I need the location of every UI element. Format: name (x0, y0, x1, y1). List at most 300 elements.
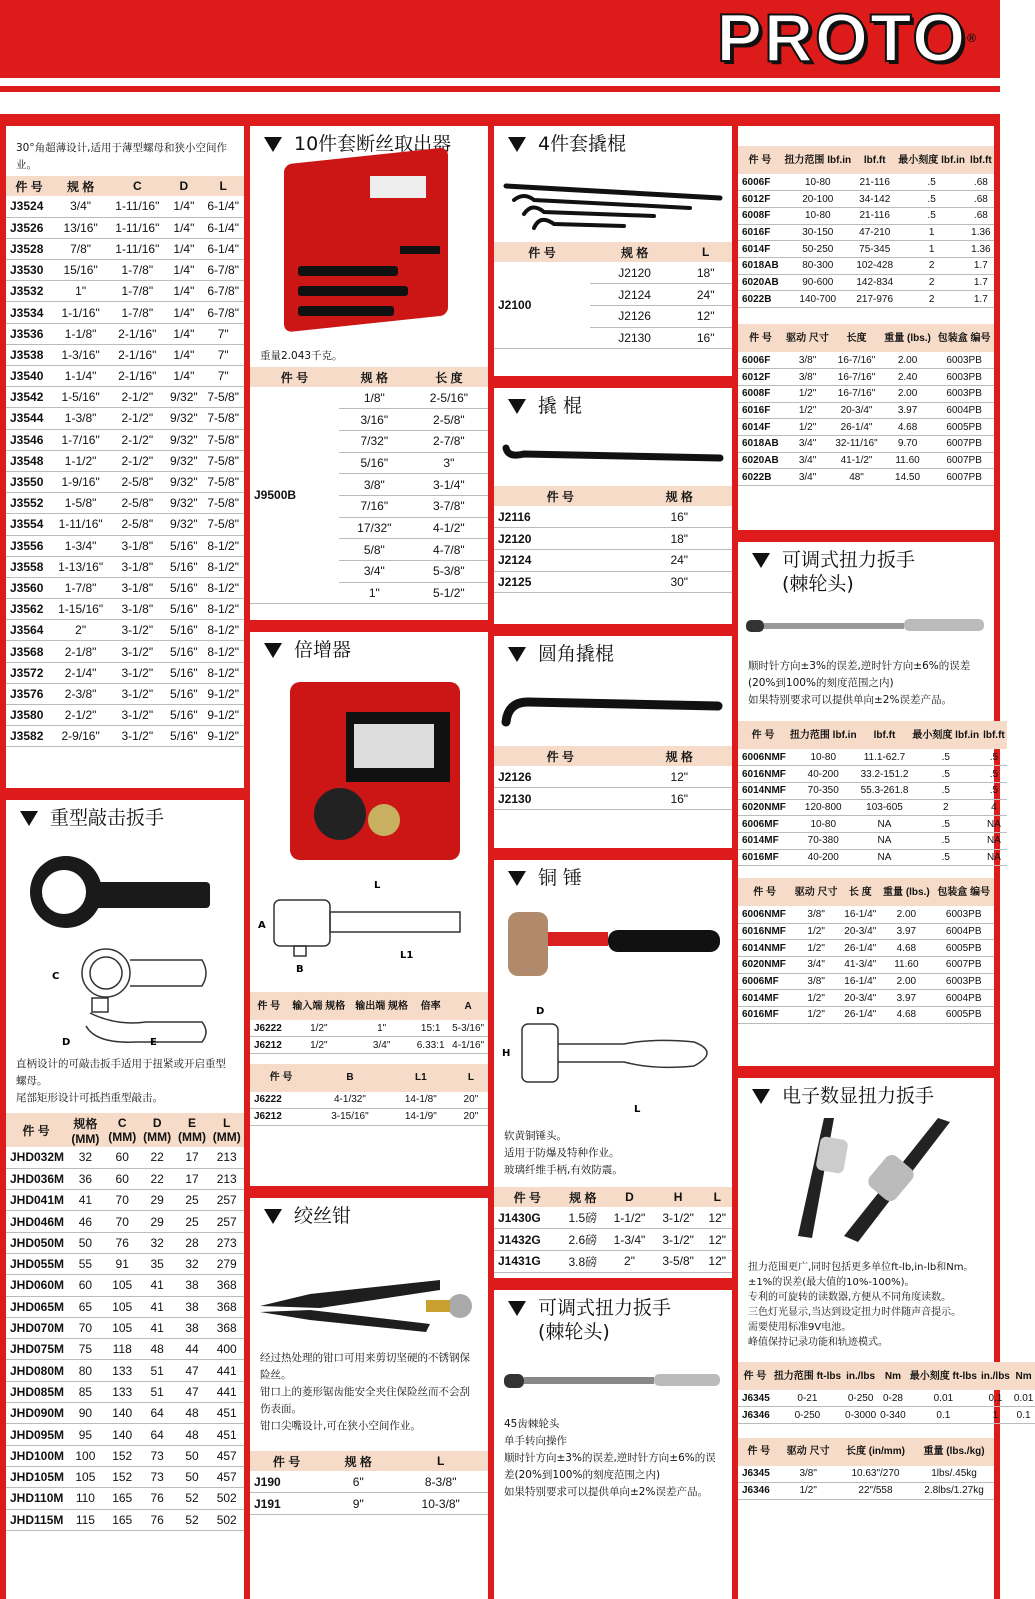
table-cell: 6003PB (933, 973, 994, 990)
table-cell: 30-150 (782, 224, 854, 241)
table-cell: 48 (175, 1403, 210, 1424)
section-title: 4件套撬棍 (538, 133, 627, 155)
pry-bar-image (494, 418, 732, 486)
impact-table (6, 1113, 244, 1531)
table-cell: J3530 (6, 260, 52, 281)
table-row (6, 641, 244, 662)
table-row (738, 1390, 1035, 1407)
table-cell: JHD115M (6, 1509, 66, 1530)
table-cell: 9/32" (165, 514, 202, 535)
adjustable-wrench-image (738, 596, 994, 656)
table-header-row (494, 746, 732, 766)
table-cell: 400 (209, 1339, 244, 1360)
table-row (738, 1006, 994, 1023)
table-cell: J6345 (738, 1466, 779, 1483)
table-cell: 16-7/16" (832, 385, 881, 402)
table-row (6, 556, 244, 577)
table-cell: 6006MF (738, 973, 791, 990)
column-header: 规 格 (323, 1451, 393, 1471)
table-cell: JHD100M (6, 1445, 66, 1466)
table-cell: 11.60 (879, 956, 933, 973)
table-cell: J1430G (494, 1207, 561, 1229)
table-cell: J2130 (590, 327, 679, 349)
triangle-icon (264, 1209, 282, 1224)
table-cell: 16-1/4" (841, 973, 879, 990)
table-cell: 25 (175, 1211, 210, 1232)
table-cell: 6012F (738, 191, 782, 208)
table-row (738, 224, 994, 241)
table-row (738, 749, 1007, 766)
table-cell: 5/8" (339, 539, 410, 561)
table-cell: 2-3/8" (52, 683, 109, 704)
table-row (738, 419, 994, 436)
table-cell: 9/32" (165, 471, 202, 492)
table-cell: 22 (140, 1168, 175, 1189)
table-cell: 1-11/16" (52, 514, 109, 535)
table-cell: 6008F (738, 207, 782, 224)
table-cell: J2116 (494, 506, 627, 528)
table-cell: 140 (105, 1403, 140, 1424)
table-cell: 6008F (738, 385, 783, 402)
triangle-icon (508, 137, 526, 152)
column-header: 件 号 (738, 878, 791, 906)
table-cell: 7-5/8" (202, 493, 244, 514)
table-cell: 10-80 (782, 174, 854, 191)
table-cell: 51 (140, 1360, 175, 1381)
table-cell: 2.00 (879, 906, 933, 923)
column-header: in./lbs (979, 1362, 1012, 1390)
table-cell: 133 (105, 1381, 140, 1402)
table-cell: 6022B (738, 469, 783, 486)
table-cell: 41 (140, 1296, 175, 1317)
table-cell: J6346 (738, 1483, 779, 1500)
table-cell: 60 (105, 1147, 140, 1168)
table-cell: 41 (140, 1317, 175, 1338)
table-cell: 105 (105, 1275, 140, 1296)
table-row (250, 1037, 488, 1054)
note-line: 钳口尖嘴设计,可在狭小空间作业。 (260, 1420, 421, 1432)
table-row (6, 1275, 244, 1296)
table-cell: 6003PB (933, 906, 994, 923)
table-cell: 64 (140, 1403, 175, 1424)
table-cell: 142-834 (854, 274, 896, 291)
table-cell: .5 (981, 782, 1007, 799)
table-row (6, 408, 244, 429)
section-title: 可调式扭力扳手 (538, 1297, 672, 1319)
table-cell: 105 (66, 1466, 105, 1487)
section-title: 重型敲击扳手 (50, 807, 165, 829)
table-row (6, 1190, 244, 1211)
table-cell: 5/16" (165, 662, 202, 683)
dim-e: E (150, 1037, 157, 1048)
triangle-icon (508, 871, 526, 886)
column-header: E (MM) (175, 1113, 210, 1147)
table-cell: 3-1/8" (109, 577, 165, 598)
table-cell: J3532 (6, 281, 52, 302)
table-cell: .68 (968, 174, 994, 191)
note-line: 扭力范围更广,同时包括更多单位ft-lb,in-lb和Nm。 (748, 1262, 974, 1273)
table-cell: J3554 (6, 514, 52, 535)
table-cell: 6" (323, 1471, 393, 1493)
table-cell: 3/4" (791, 956, 841, 973)
table-cell: JHD055M (6, 1253, 66, 1274)
table-cell: 9/32" (165, 387, 202, 408)
table-row (6, 1296, 244, 1317)
table-header-row (494, 242, 732, 262)
table-cell: J3552 (6, 493, 52, 514)
table-cell: 5/16" (165, 726, 202, 747)
table-cell: 6016NMF (738, 766, 788, 783)
table-cell: 1 (979, 1407, 1012, 1424)
table-cell: 34-142 (854, 191, 896, 208)
table-cell: 3-1/2" (654, 1207, 703, 1229)
table-cell: 1-11/16" (109, 196, 165, 217)
digital-notes (738, 1258, 994, 1352)
table-cell: 2" (605, 1250, 654, 1272)
table-cell: 6014MF (738, 832, 788, 849)
table-cell: 6006MF (738, 816, 788, 833)
table-cell: NA (981, 849, 1007, 866)
table-cell: 18" (679, 262, 732, 284)
table-row (6, 1211, 244, 1232)
table-cell: JHD090M (6, 1403, 66, 1424)
table-cell: 2-9/16" (52, 726, 109, 747)
table-cell: 22"/558 (837, 1483, 914, 1500)
triangle-icon (264, 643, 282, 658)
table-cell: 36 (66, 1168, 105, 1189)
adjustable-range-table (738, 721, 1007, 866)
extractor-case-image (250, 156, 488, 346)
table-cell: 6016MF (738, 849, 788, 866)
table-cell: J3550 (6, 471, 52, 492)
table-cell: 5/16" (165, 577, 202, 598)
table-cell: 441 (209, 1381, 244, 1402)
table-cell: 7-5/8" (202, 471, 244, 492)
table-cell: 1/2" (783, 419, 832, 436)
table-cell: 1-3/8" (52, 408, 109, 429)
table-cell: 7/8" (52, 238, 109, 259)
table-cell: 1-3/4" (605, 1229, 654, 1251)
table-row (250, 387, 488, 409)
table-cell: 15:1 (413, 1020, 448, 1037)
table-row (6, 1424, 244, 1445)
table-cell: .5 (910, 749, 981, 766)
table-row (6, 705, 244, 726)
table-cell: 32-11/16" (832, 435, 881, 452)
table-cell: 2-5/16" (410, 387, 488, 409)
table-cell: 26-1/4" (841, 1006, 879, 1023)
table-cell: 6.33:1 (413, 1037, 448, 1054)
table-cell: 0-21 (772, 1390, 843, 1407)
table-header-row (738, 721, 1007, 749)
table-cell: 55 (66, 1253, 105, 1274)
table-row (494, 1207, 732, 1229)
table-cell: 6022B (738, 291, 782, 308)
table-cell: 1-7/8" (52, 577, 109, 598)
table-cell: J3536 (6, 323, 52, 344)
column-header: Nm (1012, 1362, 1035, 1390)
table-header-row (6, 176, 244, 196)
table-cell: 100 (66, 1445, 105, 1466)
table-cell: 3-1/2" (109, 705, 165, 726)
table-cell: 368 (209, 1317, 244, 1338)
column-header: in./lbs (843, 1362, 878, 1390)
table-header-row (738, 146, 994, 174)
impact-wrench-section (6, 794, 244, 1599)
column-header: 重量 (lbs./kg) (914, 1438, 994, 1466)
table-cell: 4-1/16" (448, 1037, 488, 1054)
table-cell: 9-1/2" (202, 705, 244, 726)
pry-bar-table (494, 486, 732, 593)
table-cell: 1-5/16" (52, 387, 109, 408)
table-row (6, 1317, 244, 1338)
table-cell: 32 (175, 1253, 210, 1274)
table-cell: 2-5/8" (109, 493, 165, 514)
section-title: 铜 锤 (538, 867, 583, 889)
table-cell: 70-380 (788, 832, 859, 849)
column-header: 驱动 尺寸 (791, 878, 841, 906)
table-header-row (494, 486, 732, 506)
table-cell: 2.40 (881, 369, 934, 386)
rolling-bar-table (494, 746, 732, 810)
table-cell: 21-116 (854, 174, 896, 191)
table-cell: J3540 (6, 366, 52, 387)
torque-wrench-section (494, 1284, 732, 1599)
table-cell: 80 (66, 1360, 105, 1381)
pliers-section (250, 1192, 488, 1599)
dim-c: C (52, 971, 60, 982)
table-cell: 140-700 (782, 291, 854, 308)
table-cell: 0.01 (1012, 1390, 1035, 1407)
section-title: 绞丝钳 (294, 1205, 352, 1227)
column-header: 规 格 (627, 746, 733, 766)
table-row (494, 528, 732, 550)
table-cell: 12" (702, 1250, 732, 1272)
note-line: 直柄设计的可敲击扳手适用于扭紧或开启重型螺母。 (16, 1058, 226, 1087)
table-cell: 51 (140, 1381, 175, 1402)
table-cell: 3-5/8" (654, 1250, 703, 1272)
table-cell: 6018AB (738, 257, 782, 274)
table-cell: 165 (105, 1509, 140, 1530)
bar-set-image (494, 156, 732, 242)
table-cell: 257 (209, 1190, 244, 1211)
table-cell: 50-250 (782, 241, 854, 258)
table-row (494, 1250, 732, 1272)
table-cell: 6020NMF (738, 799, 788, 816)
table-cell: 20-3/4" (841, 923, 879, 940)
section-subtitle: (棘轮头) (538, 1321, 610, 1343)
dim-d: D (536, 1006, 545, 1017)
table-cell: J3572 (6, 662, 52, 683)
torque-dimension-table (738, 324, 994, 486)
table-row (6, 471, 244, 492)
column-header: L (202, 176, 244, 196)
section-title: 可调式扭力扳手 (782, 549, 916, 571)
table-cell: 7-5/8" (202, 387, 244, 408)
table-cell: 0.01 (908, 1390, 979, 1407)
table-cell: .5 (981, 766, 1007, 783)
table-cell: 6003PB (934, 352, 994, 369)
column-header: 件 号 (494, 746, 627, 766)
table-row (6, 1488, 244, 1509)
table-cell: 217-976 (854, 291, 896, 308)
impact-notes (6, 1054, 244, 1109)
table-cell: J3558 (6, 556, 52, 577)
table-cell: 5/16" (339, 452, 410, 474)
table-cell: NA (981, 816, 1007, 833)
table-cell: 6016F (738, 402, 783, 419)
table-cell: 70 (105, 1211, 140, 1232)
column-header: 件 号 (250, 1064, 312, 1092)
table-cell: J3562 (6, 599, 52, 620)
dim-b: B (296, 964, 304, 975)
table-row (6, 1445, 244, 1466)
table-cell: JHD075M (6, 1339, 66, 1360)
table-cell: 2 (910, 799, 981, 816)
column-header: 件 号 (738, 146, 782, 174)
table-cell: 5/16" (165, 683, 202, 704)
table-row (738, 385, 994, 402)
table-cell: 3.97 (881, 402, 934, 419)
table-cell: 1/2" (287, 1037, 350, 1054)
table-cell: 2-5/8" (410, 409, 488, 431)
table-row (6, 450, 244, 471)
table-row (738, 352, 994, 369)
table-row (738, 816, 1007, 833)
table-cell: 3-1/8" (109, 535, 165, 556)
dim-l: L (374, 880, 381, 891)
table-row (6, 1339, 244, 1360)
table-row (6, 302, 244, 323)
table-cell: 6007PB (934, 435, 994, 452)
table-cell: 1-1/2" (605, 1207, 654, 1229)
table-cell: J6212 (250, 1037, 287, 1054)
table-cell: 55.3-261.8 (859, 782, 911, 799)
table-cell: 22 (140, 1147, 175, 1168)
table-row (6, 514, 244, 535)
table-cell: 2-1/16" (109, 323, 165, 344)
table-cell: 9/32" (165, 493, 202, 514)
table-cell: J3528 (6, 238, 52, 259)
column-header: 长 度 (841, 878, 879, 906)
table-row (6, 217, 244, 238)
table-cell: 2 (896, 257, 968, 274)
table-cell: JHD060M (6, 1275, 66, 1296)
dim-h: H (502, 1048, 511, 1059)
table-header-row (494, 1187, 732, 1207)
table-cell: 3-1/2" (109, 683, 165, 704)
column-header: D (MM) (140, 1113, 175, 1147)
header-rule (0, 86, 1000, 92)
table-row (494, 788, 732, 810)
note-line: 45齿棘轮头 (504, 1418, 560, 1430)
note-line: 如果特别要求可以提供单向±2%误差产品。 (504, 1486, 708, 1498)
table-row (6, 1147, 244, 1168)
table-cell: .5 (910, 832, 981, 849)
table-cell: 16" (627, 788, 733, 810)
socket-table (6, 176, 244, 747)
multiplier-section (250, 626, 488, 1186)
table-cell: 38 (175, 1317, 210, 1338)
table-cell: 5/16" (165, 620, 202, 641)
bar-set-table (494, 242, 732, 349)
rolling-bar-section (494, 630, 732, 848)
table-cell: 70 (66, 1317, 105, 1338)
table-cell: 64 (140, 1424, 175, 1445)
table-cell: J3534 (6, 302, 52, 323)
column-header: 件 号 (494, 242, 590, 262)
table-row (6, 387, 244, 408)
table-cell: 2-1/2" (109, 387, 165, 408)
column-header: 件 号 (494, 486, 627, 506)
table-cell: 28 (175, 1232, 210, 1253)
table-cell: 3/4" (783, 452, 832, 469)
table-cell: 1-9/16" (52, 471, 109, 492)
table-cell: 10-80 (788, 816, 859, 833)
table-cell: .5 (910, 816, 981, 833)
table-cell: 3/8" (791, 906, 841, 923)
torque-notes (494, 1414, 732, 1503)
extractor-table (250, 367, 488, 604)
table-cell: 10-80 (788, 749, 859, 766)
table-cell: 21-116 (854, 207, 896, 224)
column-header: 长 度 (410, 367, 488, 387)
column-header: 最小刻度 ft-lbs (908, 1362, 979, 1390)
table-row (6, 1466, 244, 1487)
table-cell: 1/2" (791, 940, 841, 957)
table-cell: 70 (105, 1190, 140, 1211)
column-header: L (454, 1064, 488, 1092)
table-cell: 441 (209, 1360, 244, 1381)
table-cell: 4.68 (879, 1006, 933, 1023)
column-header: 件 号 (738, 1438, 779, 1466)
table-row (738, 191, 994, 208)
table-cell: 47 (175, 1381, 210, 1402)
table-cell: 2.8lbs/1.27kg (914, 1483, 994, 1500)
table-cell: 0-28 (878, 1390, 908, 1407)
table-cell: 7-5/8" (202, 429, 244, 450)
table-cell: 18" (627, 528, 733, 550)
note-line: 专利的可旋转的读数器,方便从不同角度读数。 (748, 1292, 952, 1303)
table-cell: 48 (140, 1339, 175, 1360)
table-row (738, 369, 994, 386)
column-header: 规 格 (561, 1187, 606, 1207)
table-cell: 17/32" (339, 517, 410, 539)
table-cell: 1 (896, 224, 968, 241)
table-cell: 0-250 (843, 1390, 878, 1407)
triangle-icon (508, 1301, 526, 1316)
table-cell: J3560 (6, 577, 52, 598)
table-cell: 368 (209, 1275, 244, 1296)
table-cell: 279 (209, 1253, 244, 1274)
table-row (6, 1509, 244, 1530)
table-cell: 1-7/8" (109, 260, 165, 281)
table-cell: J3568 (6, 641, 52, 662)
table-cell: 6005PB (933, 940, 994, 957)
table-cell: J3564 (6, 620, 52, 641)
note-line: 如果特别要求可以提供单向±2%误差产品。 (748, 694, 952, 706)
table-cell: 2.00 (879, 973, 933, 990)
table-cell: 6014NMF (738, 782, 788, 799)
table-row (738, 1466, 994, 1483)
table-cell: 10.63"/270 (837, 1466, 914, 1483)
table-cell: 6014MF (738, 990, 791, 1007)
table-cell: 2.00 (881, 385, 934, 402)
table-cell: 11.1-62.7 (859, 749, 911, 766)
table-cell: 6-1/4" (202, 238, 244, 259)
table-cell: 6006F (738, 174, 782, 191)
table-row (738, 274, 994, 291)
